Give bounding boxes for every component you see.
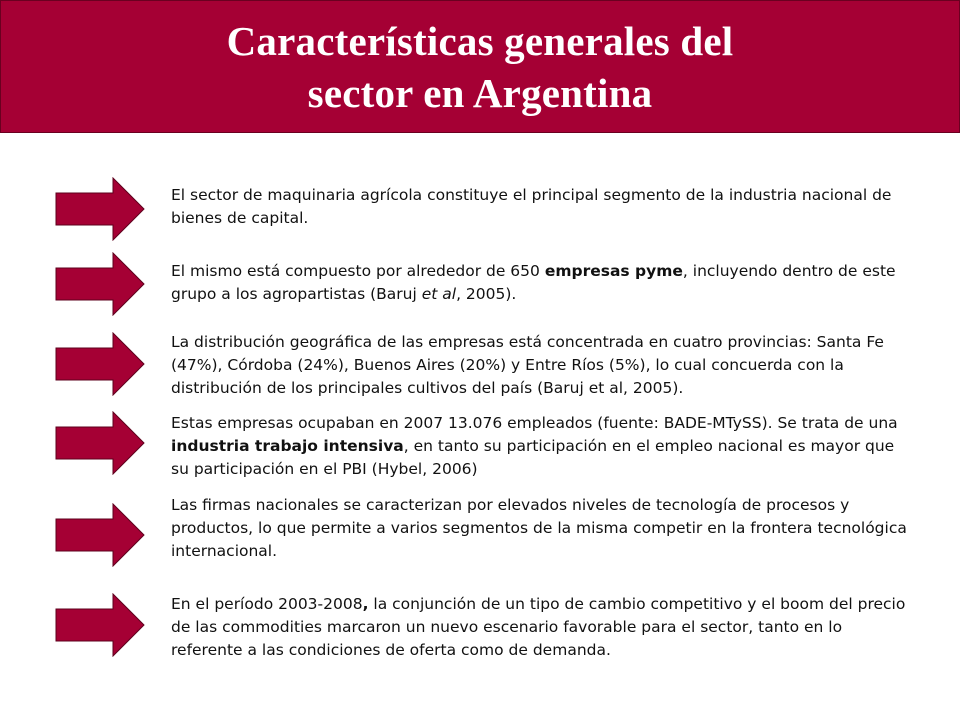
title-banner [0, 0, 960, 133]
bullet-text-segment: , en tanto su participación en el empleo nacional es mayor que su participación en el PBI (Hybel, 2006) [171, 437, 895, 478]
arrow-right-icon [55, 503, 145, 567]
bullet-text-segment: El mismo está compuesto por alrededor de 650 [171, 262, 545, 280]
bullet-text-segment: , incluyendo dentro de este grupo a los agropartistas (Baruj [171, 262, 896, 303]
bullet-text [171, 331, 911, 400]
bullet-text [171, 494, 911, 563]
bullet-text [171, 184, 911, 230]
arrow-right-icon [55, 411, 145, 475]
bullet-text-segment: La distribución geográfica de las empresas está concentrada en cuatro provincias: Santa Fe (47%), Córdoba (24%), Buenos Aires (20%) y Entre Ríos (5%), lo cual concuerda con la distribución de los principales cultivos del país (Baruj et al, 2005). [171, 333, 884, 397]
bullet-text-segment: Estas empresas ocupaban en 2007 13.076 empleados (fuente: BADE-MTySS). Se trata de una [171, 414, 898, 432]
bullet-text-segment: , [362, 595, 369, 613]
bullet-text [171, 260, 911, 306]
bullet-text [171, 593, 911, 662]
bullet-text-segment: El sector de maquinaria agrícola constituye el principal segmento de la industria nacional de bienes de capital. [171, 186, 892, 227]
slide-title-line-2: sector en Argentina [307, 69, 653, 116]
bullet-text-segment: industria trabajo intensiva [171, 437, 404, 455]
slide-title-line-1: Características generales del [226, 17, 734, 64]
bullet-text-segment: la conjunción de un tipo de cambio competitivo y el boom del precio de las commodities marcaron un nuevo escenario favorable para el sector, tanto en lo referente a las condiciones de oferta como de demanda. [171, 595, 906, 659]
arrow-right-icon [55, 177, 145, 241]
bullet-text-segment: Las firmas nacionales se caracterizan por elevados niveles de tecnología de procesos y productos, lo que permite a varios segmentos de la misma competir en la frontera tecnológica internacional. [171, 496, 907, 560]
arrow-right-icon [55, 332, 145, 396]
bullet-text [171, 412, 911, 481]
bullet-text-segment: et al [421, 285, 457, 303]
arrow-right-icon [55, 593, 145, 657]
bullet-text-segment: empresas pyme [544, 262, 683, 280]
bullet-text-segment: En el período 2003-2008 [171, 595, 363, 613]
bullet-text-segment: , 2005). [456, 285, 517, 303]
arrow-right-icon [55, 252, 145, 316]
